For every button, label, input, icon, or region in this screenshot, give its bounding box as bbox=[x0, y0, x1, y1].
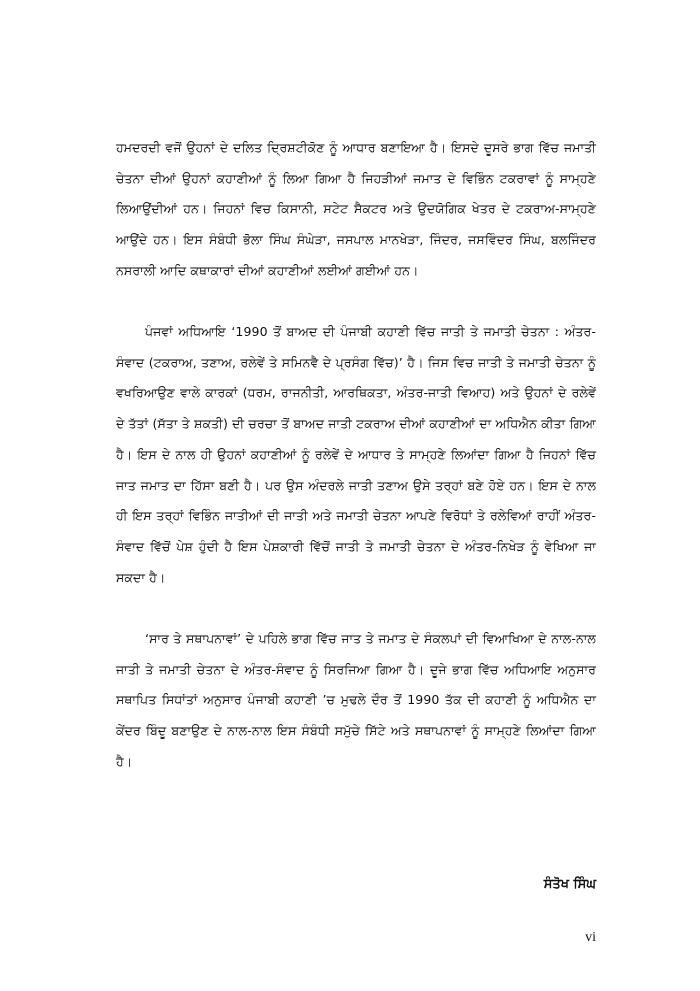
paragraph-text: ‘ਸਾਰ ਤੇ ਸਥਾਪਨਾਵਾਂ’ ਦੇ ਪਹਿਲੇ ਭਾਗ ਵਿੱਚ ਜਾਤ ਤੇ ਜਮਾਤ ਦੇ ਸੰਕਲਪਾਂ ਦੀ ਵਿਆਖਿਆ ਦੇ ਨਾਲ-ਨਾਲ ਜਾਤੀ ਤੇ ਜਮਾਤੀ ਚੇਤਨਾ ਦੇ ਅੰਤਰ-ਸੰਵਾਦ ਨੂੰ ਸਿਰਜਿਆ ਗਿਆ ਹੈ। ਦੂਜੇ ਭਾਗ ਵਿੱਚ ਅਧਿਆਇ ਅਨੁਸਾਰ ਸਥਾਪਿਤ ਸਿਧਾਂਤਾਂ ਅਨੁਸਾਰ ਪੰਜਾਬੀ ਕਹਾਣੀ ’ਚ ਮੁਢਲੇ ਦੌਰ ਤੋਂ 1990 ਤੱਕ ਦੀ ਕਹਾਣੀ ਨੂੰ ਅਧਿਐਨ ਦਾ ਕੇਂਦਰ ਬਿੰਦੂ ਬਣਾਉਣ ਦੇ ਨਾਲ-ਨਾਲ ਇਸ ਸੰਬੰਧੀ ਸਮੁੱਚੇ ਸਿੱਟੇ ਅਤੇ ਸਥਾਪਨਾਵਾਂ ਨੂੰ ਸਾਮ੍ਹਣੇ ਲਿਆਂਦਾ ਗਿਆ ਹੈ। bbox=[116, 631, 596, 769]
paragraph-text: ਹਮਦਰਦੀ ਵਜੋਂ ਉਹਨਾਂ ਦੇ ਦਲਿਤ ਦ੍ਰਿਸ਼ਟੀਕੋਣ ਨੂੰ ਆਧਾਰ ਬਣਾਇਆ ਹੈ। ਇਸਦੇ ਦੂਸਰੇ ਭਾਗ ਵਿੱਚ ਜਮਾਤੀ ਚੇਤਨਾ ਦੀਆਂ ਉਹਨਾਂ ਕਹਾਣੀਆਂ ਨੂੰ ਲਿਆ ਗਿਆ ਹੈ ਜਿਹੜੀਆਂ ਜਮਾਤ ਦੇ ਵਿਭਿੰਨ ਟਕਰਾਵਾਂ ਨੂੰ ਸਾਮ੍ਹਣੇ ਲਿਆਉਂਦੀਆਂ ਹਨ। ਜਿਹਨਾਂ ਵਿਚ ਕਿਸਾਨੀ, ਸਟੇਟ ਸੈਕਟਰ ਅਤੇ ਉਦਯੋਗਿਕ ਖੇਤਰ ਦੇ ਟਕਰਾਅ-ਸਾਮ੍ਹਣੇ ਆਉਂਦੇ ਹਨ। ਇਸ ਸੰਬੰਧੀ ਭੋਲਾ ਸਿੰਘ ਸੰਘੇੜਾ, ਜਸਪਾਲ ਮਾਨਖੇੜਾ, ਜਿੰਦਰ, ਜਸਵਿੰਦਰ ਸਿੰਘ, ਬਲਜਿੰਦਰ ਨਸਰਾਲੀ ਆਦਿ ਕਥਾਕਾਰਾਂ ਦੀਆਂ ਕਹਾਣੀਆਂ ਲਈਆਂ ਗਈਆਂ ਹਨ। bbox=[116, 140, 596, 278]
paragraph-chapter-five bbox=[116, 317, 596, 593]
author-signature: ਸੰਤੋਖ ਸਿੰਘ bbox=[543, 877, 596, 892]
paragraph-conclusions bbox=[116, 624, 596, 778]
page-number: vi bbox=[585, 930, 596, 945]
paragraph-text: ਪੰਜਵਾਂ ਅਧਿਆਇ ‘1990 ਤੋਂ ਬਾਅਦ ਦੀ ਪੰਜਾਬੀ ਕਹਾਣੀ ਵਿੱਚ ਜਾਤੀ ਤੇ ਜਮਾਤੀ ਚੇਤਨਾ : ਅੰਤਰ-ਸੰਵਾਦ (ਟਕਰਾਅ, ਤਣਾਅ, ਰਲੇਵੇਂ ਤੇ ਸਮਿਨਵੈ ਦੇ ਪ੍ਰਸੰਗ ਵਿੱਚ)’ ਹੈ। ਜਿਸ ਵਿਚ ਜਾਤੀ ਤੇ ਜਮਾਤੀ ਚੇਤਨਾ ਨੂੰ ਵਖਰਿਆਉਣ ਵਾਲੇ ਕਾਰਕਾਂ (ਧਰਮ, ਰਾਜਨੀਤੀ, ਆਰਥਿਕਤਾ, ਅੰਤਰ-ਜਾਤੀ ਵਿਆਹ) ਅਤੇ ਉਹਨਾਂ ਦੇ ਰਲੇਵੇਂ ਦੇ ਤੱਤਾਂ (ਸੱਤਾ ਤੇ ਸ਼ਕਤੀ) ਦੀ ਚਰਚਾ ਤੋਂ ਬਾਅਦ ਜਾਤੀ ਟਕਰਾਅ ਦੀਆਂ ਕਹਾਣੀਆਂ ਦਾ ਅਧਿਐਨ ਕੀਤਾ ਗਿਆ ਹੈ। ਇਸ ਦੇ ਨਾਲ ਹੀ ਉਹਨਾਂ ਕਹਾਣੀਆਂ ਨੂੰ ਰਲੇਵੇਂ ਦੇ ਆਧਾਰ ਤੇ ਸਾਮ੍ਹਣੇ ਲਿਆਂਦਾ ਗਿਆ ਹੈ ਜਿਹਨਾਂ ਵਿੱਚ ਜਾਤ ਜਮਾਤ ਦਾ ਹਿੱਸਾ ਬਣੀ ਹੈ। ਪਰ ਉਸ ਅੰਦਰਲੇ ਜਾਤੀ ਤਣਾਅ ਉਸੇ ਤਰ੍ਹਾਂ ਬਣੇ ਹੋਏ ਹਨ। ਇਸ ਦੇ ਨਾਲ ਹੀ ਇਸ ਤਰ੍ਹਾਂ ਵਿਭਿੰਨ ਜਾਤੀਆਂ ਦੀ ਜਾਤੀ ਅਤੇ ਜਮਾਤੀ ਚੇਤਨਾ ਆਪਣੇ ਵਿਰੋਧਾਂ ਤੇ ਰਲੇਵਿਆਂ ਰਾਹੀਂ ਅੰਤਰ-ਸੰਵਾਦ ਵਿੱਚੋਂ ਪੇਸ਼ ਹੁੰਦੀ ਹੈ ਇਸ ਪੇਸ਼ਕਾਰੀ ਵਿੱਚੋਂ ਜਾਤੀ ਤੇ ਜਮਾਤੀ ਚੇਤਨਾ ਦੇ ਅੰਤਰ-ਨਿਖੇੜ ਨੂੰ ਵੇਖਿਆ ਜਾ ਸਕਦਾ ਹੈ। bbox=[116, 324, 597, 585]
paragraph-continued bbox=[116, 133, 596, 287]
